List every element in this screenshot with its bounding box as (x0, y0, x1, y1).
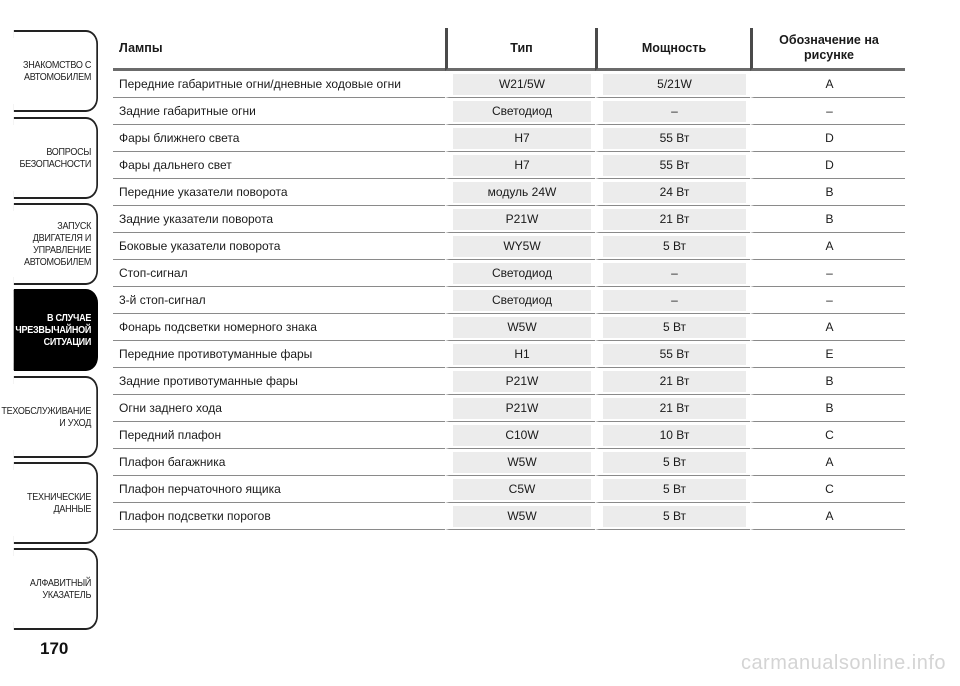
cell-power (595, 314, 750, 341)
cell-lamp: Задние указатели поворота (113, 206, 445, 233)
cell-value: W5W (453, 506, 591, 527)
cell-type (445, 125, 595, 152)
cell-value: 55 Вт (603, 344, 746, 365)
cell-value: – (826, 292, 833, 307)
cell-figure-ref (750, 368, 905, 395)
cell-value: 21 Вт (603, 398, 746, 419)
cell-figure-ref (750, 71, 905, 98)
cell-value: C (825, 427, 834, 442)
cell-value: A (825, 319, 834, 334)
cell-figure-ref (750, 125, 905, 152)
cell-figure-ref (750, 449, 905, 476)
cell-power (595, 422, 750, 449)
cell-power (595, 503, 750, 530)
cell-power (595, 368, 750, 395)
cell-power (595, 476, 750, 503)
table-row (113, 449, 905, 476)
cell-lamp: Фары дальнего свет (113, 152, 445, 179)
cell-value: 5 Вт (603, 236, 746, 257)
cell-lamp: Огни заднего хода (113, 395, 445, 422)
cell-value: WY5W (453, 236, 591, 257)
table-row (113, 341, 905, 368)
cell-figure-ref (750, 395, 905, 422)
cell-value: 55 Вт (603, 128, 746, 149)
cell-type (445, 179, 595, 206)
table-row (113, 368, 905, 395)
header-figure-ref: Обозначение на рисунке (750, 28, 905, 71)
tab-label: В СЛУЧАЕ ЧРЕЗВЫЧАЙНОЙ СИТУАЦИИ (15, 312, 92, 348)
tab-label: АЛФАВИТНЫЙ УКАЗАТЕЛЬ (29, 577, 92, 601)
cell-type (445, 368, 595, 395)
table-row (113, 476, 905, 503)
cell-figure-ref (750, 476, 905, 503)
tab-label: ТЕХОБСЛУЖИВАНИЕ И УХОД (1, 405, 92, 429)
cell-power (595, 287, 750, 314)
cell-type (445, 395, 595, 422)
cell-lamp: Передние противотуманные фары (113, 341, 445, 368)
cell-value: H7 (453, 155, 591, 176)
table-row (113, 314, 905, 341)
cell-value: – (603, 101, 746, 122)
cell-power (595, 233, 750, 260)
cell-type (445, 98, 595, 125)
cell-type (445, 233, 595, 260)
cell-power (595, 98, 750, 125)
cell-value: – (826, 103, 833, 118)
table-row (113, 179, 905, 206)
cell-type (445, 287, 595, 314)
cell-figure-ref (750, 422, 905, 449)
cell-figure-ref (750, 179, 905, 206)
cell-lamp: Боковые указатели поворота (113, 233, 445, 260)
header-power: Мощность (595, 28, 750, 71)
cell-value: W5W (453, 452, 591, 473)
table-row (113, 233, 905, 260)
cell-value: A (825, 76, 834, 91)
cell-figure-ref (750, 260, 905, 287)
table-row (113, 71, 905, 98)
watermark: carmanualsonline.info (740, 652, 946, 674)
cell-lamp: Плафон подсветки порогов (113, 503, 445, 530)
cell-figure-ref (750, 287, 905, 314)
tab-maintenance[interactable] (1, 376, 98, 458)
tab-safety[interactable] (14, 117, 98, 199)
cell-value: 5 Вт (603, 506, 746, 527)
cell-power (595, 206, 750, 233)
cell-figure-ref (750, 233, 905, 260)
cell-lamp: 3-й стоп-сигнал (113, 287, 445, 314)
table-header-row (113, 28, 905, 71)
cell-value: C10W (453, 425, 591, 446)
cell-figure-ref (750, 152, 905, 179)
table-row (113, 395, 905, 422)
cell-value: 5 Вт (603, 317, 746, 338)
cell-type (445, 341, 595, 368)
cell-value: D (825, 157, 834, 172)
cell-type (445, 260, 595, 287)
cell-value: Светодиод (453, 290, 591, 311)
cell-lamp: Фонарь подсветки номерного знака (113, 314, 445, 341)
cell-type (445, 476, 595, 503)
tab-emergency[interactable] (14, 289, 98, 371)
lamps-table-container (113, 28, 905, 530)
cell-value: – (603, 290, 746, 311)
cell-value: B (825, 184, 834, 199)
chapter-sidebar (0, 0, 102, 686)
cell-value: – (826, 265, 833, 280)
cell-power (595, 260, 750, 287)
cell-figure-ref (750, 206, 905, 233)
cell-value: C5W (453, 479, 591, 500)
cell-type (445, 152, 595, 179)
page-number: 170 (40, 639, 69, 658)
cell-power (595, 341, 750, 368)
cell-lamp: Плафон перчаточного ящика (113, 476, 445, 503)
cell-figure-ref (750, 98, 905, 125)
cell-value: H1 (453, 344, 591, 365)
cell-value: B (825, 373, 834, 388)
cell-value: P21W (453, 398, 591, 419)
cell-value: P21W (453, 371, 591, 392)
cell-type (445, 206, 595, 233)
cell-value: 10 Вт (603, 425, 746, 446)
cell-type (445, 71, 595, 98)
cell-value: H7 (453, 128, 591, 149)
cell-value: A (825, 238, 834, 253)
cell-lamp: Стоп-сигнал (113, 260, 445, 287)
cell-lamp: Передние указатели поворота (113, 179, 445, 206)
cell-value: 24 Вт (603, 182, 746, 203)
cell-lamp: Передний плафон (113, 422, 445, 449)
table-row (113, 98, 905, 125)
cell-lamp: Передние габаритные огни/дневные ходовые огни (113, 71, 445, 98)
table-row (113, 152, 905, 179)
tab-starting-driving[interactable] (14, 203, 98, 285)
cell-type (445, 422, 595, 449)
cell-value: B (825, 400, 834, 415)
cell-value: W5W (453, 317, 591, 338)
tab-label: ВОПРОСЫ БЕЗОПАСНОСТИ (19, 146, 92, 170)
cell-value: E (825, 346, 834, 361)
cell-power (595, 395, 750, 422)
tab-label: ЗНАКОМСТВО С АВТОМОБИЛЕМ (22, 59, 92, 83)
cell-lamp: Плафон багажника (113, 449, 445, 476)
lamps-table (113, 28, 905, 530)
cell-value: 21 Вт (603, 371, 746, 392)
table-row (113, 287, 905, 314)
cell-value: D (825, 130, 834, 145)
cell-lamp: Задние противотуманные фары (113, 368, 445, 395)
header-lamps: Лампы (113, 28, 445, 71)
cell-power (595, 152, 750, 179)
cell-type (445, 314, 595, 341)
cell-figure-ref (750, 314, 905, 341)
cell-value: W21/5W (453, 74, 591, 95)
table-row (113, 125, 905, 152)
cell-power (595, 449, 750, 476)
cell-value: C (825, 481, 834, 496)
table-row (113, 206, 905, 233)
cell-value: P21W (453, 209, 591, 230)
cell-lamp: Фары ближнего света (113, 125, 445, 152)
cell-type (445, 503, 595, 530)
cell-value: 55 Вт (603, 155, 746, 176)
cell-value: модуль 24W (453, 182, 591, 203)
cell-power (595, 71, 750, 98)
cell-value: 21 Вт (603, 209, 746, 230)
cell-power (595, 179, 750, 206)
cell-figure-ref (750, 503, 905, 530)
cell-value: A (825, 508, 834, 523)
table-body (113, 71, 905, 530)
table-row (113, 503, 905, 530)
cell-power (595, 125, 750, 152)
cell-value: 5 Вт (603, 452, 746, 473)
cell-value: – (603, 263, 746, 284)
cell-value: 5 Вт (603, 479, 746, 500)
tab-label: ТЕХНИЧЕСКИЕ ДАННЫЕ (27, 491, 92, 515)
tab-introduction[interactable] (14, 30, 98, 112)
cell-type (445, 449, 595, 476)
table-row (113, 260, 905, 287)
tab-technical-data[interactable] (14, 462, 98, 544)
tab-index[interactable] (14, 548, 98, 630)
cell-value: B (825, 211, 834, 226)
cell-value: Светодиод (453, 101, 591, 122)
cell-figure-ref (750, 341, 905, 368)
header-type: Тип (445, 28, 595, 71)
cell-value: 5/21W (603, 74, 746, 95)
cell-value: Светодиод (453, 263, 591, 284)
table-row (113, 422, 905, 449)
cell-value: A (825, 454, 834, 469)
tab-label: ЗАПУСК ДВИГАТЕЛЯ И УПРАВЛЕНИЕ АВТОМОБИЛЕМ (23, 220, 92, 268)
cell-lamp: Задние габаритные огни (113, 98, 445, 125)
